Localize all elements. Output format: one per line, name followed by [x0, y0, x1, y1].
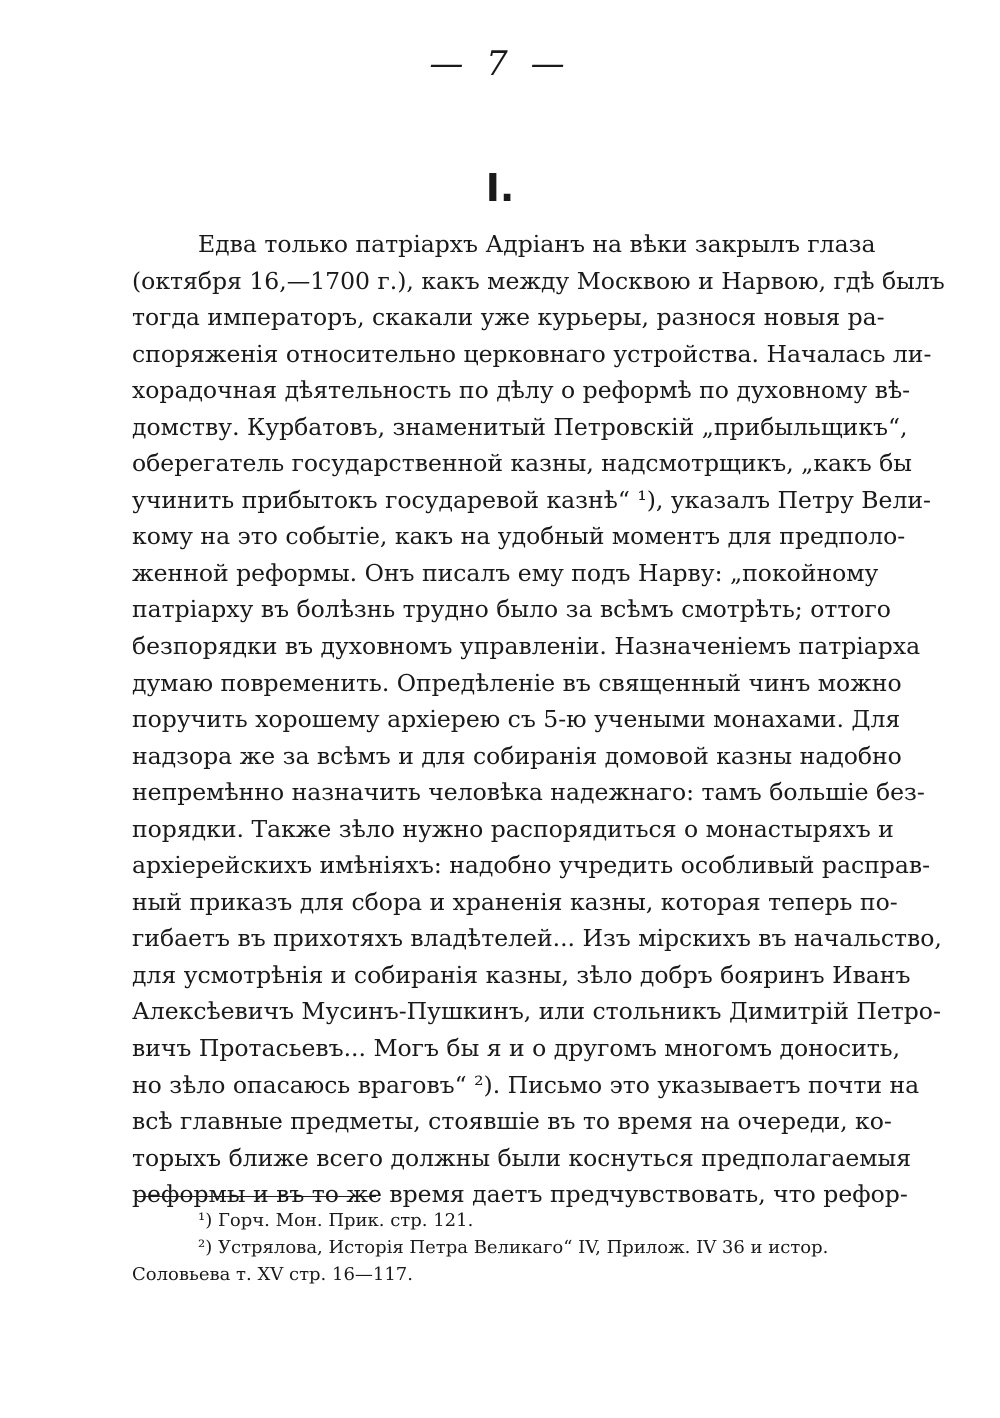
body-line: торыхъ ближе всего должны были коснуться предполагаемыя [132, 1143, 912, 1172]
section-numeral: I. [485, 166, 515, 210]
body-line: реформы и въ то же время даетъ предчувствовать, что рефор- [132, 1180, 908, 1209]
body-line: тогда императоръ, скакали уже курьеры, разнося новыя ра- [132, 303, 885, 332]
body-line: Едва только патріархъ Адріанъ на вѣки закрылъ глаза [198, 230, 876, 258]
body-line: поручить хорошему архіерею съ 5-ю учеными монахами. Для [132, 705, 901, 734]
footnote-divider [136, 1196, 376, 1197]
body-line: архіерейскихъ имѣніяхъ: надобно учредить особливый расправ- [132, 851, 931, 880]
body-line: думаю повременить. Опредѣленіе въ священный чинъ можно [132, 668, 902, 697]
body-line: патріарху въ болѣзнь трудно было за всѣмъ смотрѣть; оттого [132, 595, 891, 624]
body-line: кому на это событіе, какъ на удобный моментъ для предполо- [132, 522, 906, 551]
footnote-2-text: Устрялова, Исторія Петра Великаго“ IV, Прилож. IV 36 и истор. [217, 1237, 829, 1258]
body-line: но зѣло опасаюсь враговъ“ ²). Письмо это указываетъ почти на [132, 1070, 920, 1099]
body-line: ный приказъ для сбора и храненія казны, которая теперь по- [132, 887, 898, 916]
body-line: хорадочная дѣятельность по дѣлу о реформѣ по духовному вѣ- [132, 376, 911, 405]
body-line: непремѣнно назначить человѣка надежнаго: тамъ большіе без- [132, 778, 925, 807]
footnote-2-marker: ²) [198, 1237, 213, 1258]
body-line: споряженія относительно церковнаго устройства. Началась ли- [132, 339, 932, 368]
footnote-1 [132, 1207, 868, 1234]
body-line: безпорядки въ духовномъ управленіи. Назначеніемъ патріарха [132, 632, 921, 661]
body-line: вичъ Протасьевъ... Могъ бы я и о другомъ многомъ доносить, [132, 1034, 901, 1063]
body-line: домству. Курбатовъ, знаменитый Петровскій „прибыльщикъ“, [132, 412, 908, 441]
body-text [132, 226, 945, 1213]
footnote-2 [132, 1234, 868, 1261]
footnote-2-continuation: Соловьева т. XV стр. 16—117. [132, 1264, 413, 1285]
body-line: гибаетъ въ прихотяхъ владѣтелей... Изъ мірскихъ въ начальство, [132, 924, 942, 953]
footnote-1-text: Горч. Мон. Прик. стр. 121. [217, 1210, 474, 1231]
footnotes [132, 1207, 868, 1288]
body-line: учинить прибытокъ государевой казнѣ“ ¹), указалъ Петру Вели- [132, 485, 931, 514]
footnote-1-marker: ¹) [198, 1210, 213, 1231]
body-line: оберегатель государственной казны, надсмотрщикъ, „какъ бы [132, 449, 912, 478]
body-line: надзора же за всѣмъ и для собиранія домовой казны надобно [132, 741, 902, 770]
body-line: Алексѣевичъ Мусинъ-Пушкинъ, или стольникъ Димитрій Петро- [132, 997, 941, 1026]
page-number: — 7 — [429, 44, 571, 84]
body-line: порядки. Также зѣло нужно распорядиться о монастыряхъ и [132, 814, 894, 843]
body-line: женной реформы. Онъ писалъ ему подъ Нарву: „покойному [132, 558, 879, 587]
body-line: всѣ главные предметы, стоявшіе въ то время на очереди, ко- [132, 1107, 892, 1136]
body-line: для усмотрѣнія и собиранія казны, зѣло добръ бояринъ Иванъ [132, 960, 911, 989]
body-line: (октября 16,—1700 г.), какъ между Москвою и Нарвою, гдѣ былъ [132, 266, 945, 295]
